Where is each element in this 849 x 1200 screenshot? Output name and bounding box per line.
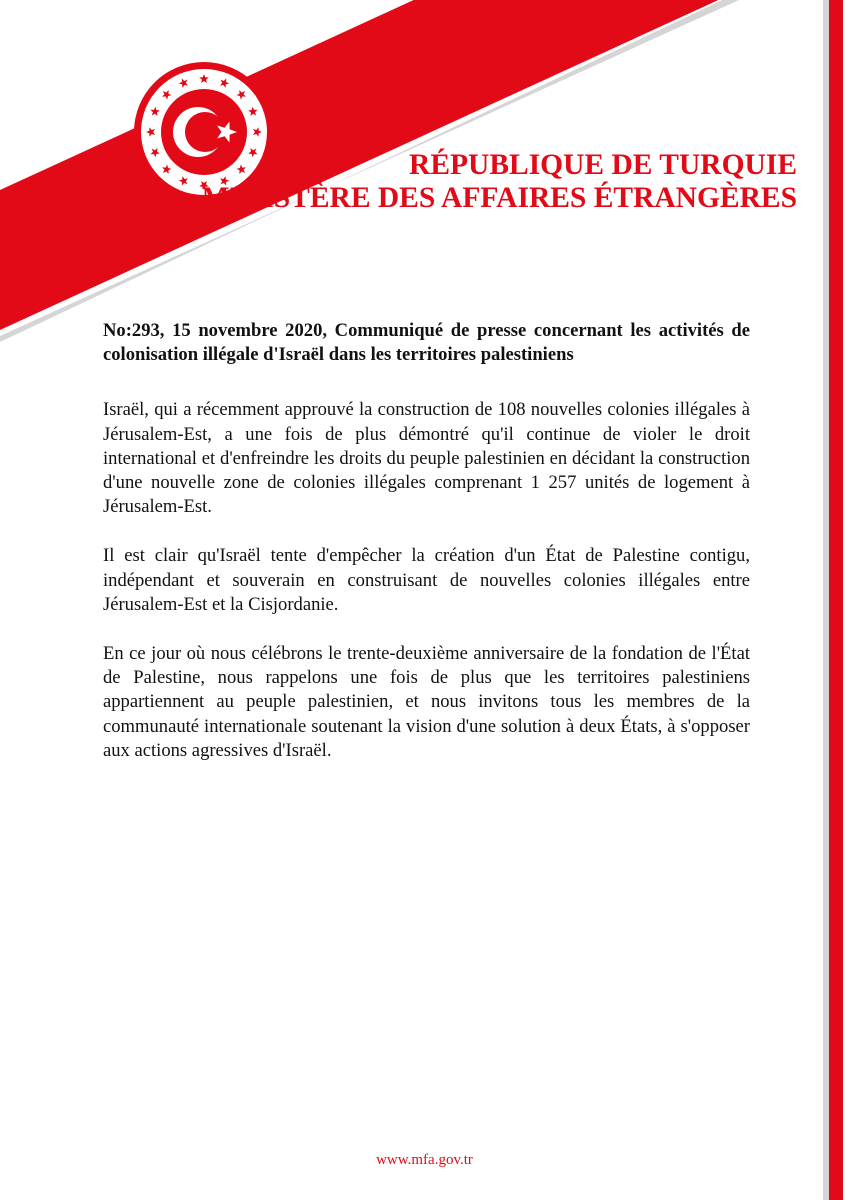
paragraph-2: Il est clair qu'Israël tente d'empêcher la création d'un État de Palestine contigu, indépendant et souverain en construisant de nouvelles colonies illégales entre Jérusalem-Est et la Cisjordanie.: [103, 545, 750, 615]
press-release-title: No:293, 15 novembre 2020, Communiqué de presse concernant les activités de colonisation illégale d'Israël dans les territoires palestiniens: [103, 320, 750, 366]
paragraph-1: Israël, qui a récemment approuvé la construction de 108 nouvelles colonies illégales à Jérusalem-Est, a une fois de plus démontré qu'il continue de violer le droit international et d'enfreindre les droits du peuple palestinien en décidant la construction d'une nouvelle zone de colonies illégales comprenant 1 257 unités de logement à Jérusalem-Est.: [103, 399, 750, 518]
right-border-red: [829, 0, 843, 1200]
right-border-grey: [823, 0, 829, 1200]
header-line-republic: RÉPUBLIQUE DE TURQUIE: [409, 149, 797, 181]
ministry-header: [202, 149, 797, 215]
paragraph-3: En ce jour où nous célébrons le trente-deuxième anniversaire de la fondation de l'État de Palestine, nous rappelons une fois de plus que les territoires palestiniens appartiennent au peuple palestinien, et nous invitons tous les membres de la communauté internationale soutenant la vision d'une solution à deux États, à s'opposer aux actions agressives d'Israël.: [103, 643, 750, 761]
header-line-ministry: MINISTÈRE DES AFFAIRES ÉTRANGÈRES: [201, 182, 797, 214]
press-release-body: [103, 319, 750, 788]
footer-website-link[interactable]: www.mfa.gov.tr: [376, 1152, 473, 1168]
